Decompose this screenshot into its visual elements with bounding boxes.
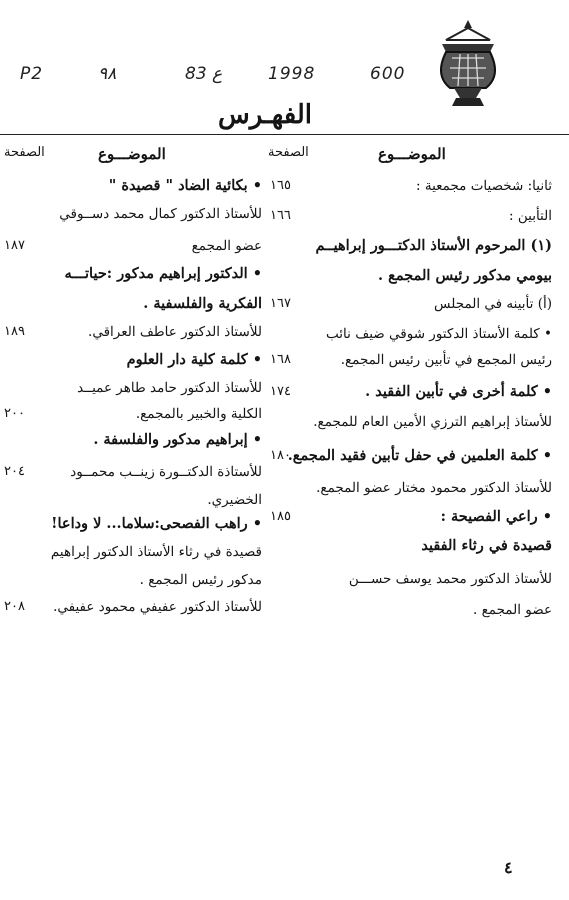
right-entry: • كلمة العلمين في حفل تأبين فقيد المجمع.	[287, 447, 552, 464]
left-entry: للأستاذة الدكتــورة زينــب محمــود	[70, 464, 262, 480]
left-page-ref: ١٨٧	[4, 238, 25, 253]
right-entry: ثانيا: شخصيات مجمعية :	[416, 178, 552, 194]
title-rule	[0, 134, 569, 135]
right-entry: للأستاذ الدكتور محمود مختار عضو المجمع.	[316, 480, 552, 496]
left-entry: للأستاذ الدكتور عفيفي محمود عفيفي.	[53, 599, 262, 615]
right-page-ref: ١٨٥	[270, 509, 291, 524]
left-page-header: الصفحة	[4, 145, 45, 160]
page-number: ٤	[504, 858, 513, 877]
right-entry: بيومي مدكور رئيس المجمع .	[378, 267, 552, 284]
right-entry: • كلمة الأستاذ الدكتور شوقي ضيف نائب	[326, 326, 552, 342]
left-entry: للأستاذ الدكتور كمال محمد دســوقي	[59, 206, 262, 222]
right-entry: رئيس المجمع في تأبين رئيس المجمع.	[340, 352, 552, 368]
left-entry: عضو المجمع	[191, 238, 262, 254]
right-page-ref: ١٨٠	[270, 448, 291, 463]
left-page-ref: ١٨٩	[4, 324, 25, 339]
left-entry: • راهب الفصحى:سلاما... لا وداعا!	[51, 515, 262, 532]
left-entry: قصيدة في رثاء الأستاذ الدكتور إبراهيم	[50, 544, 262, 560]
left-subject-header: الموضـــوع	[98, 145, 166, 163]
right-entry: عضو المجمع .	[473, 602, 552, 618]
left-page-ref: ٢٠٤	[4, 464, 25, 479]
right-entry: (أ) تأبينه في المجلس	[434, 296, 552, 312]
left-page-ref: ٢٠٨	[4, 599, 25, 614]
right-entry: للأستاذ الدكتور محمد يوسف حســـن	[348, 571, 552, 587]
left-entry: الخضيري.	[207, 492, 262, 508]
handwritten-note-2: ٩٨	[98, 64, 117, 84]
left-page-ref: ٢٠٠	[4, 406, 25, 421]
handwritten-note-5: 600	[370, 64, 406, 84]
right-page-ref: ١٧٤	[270, 384, 291, 399]
right-page-ref: ١٦٦	[270, 208, 291, 223]
right-entry: (١) المرحوم الأستاذ الدكتـــور إبراهيــم	[315, 237, 552, 254]
right-entry: للأستاذ إبراهيم الترزي الأمين العام للمجمع.	[313, 414, 552, 430]
right-entry: • راعي الفصيحة :	[440, 508, 552, 525]
left-entry: • الدكتور إبراهيم مدكور :حياتـــه	[64, 265, 262, 282]
right-entry: قصيدة في رثاء الفقيد	[421, 537, 552, 554]
left-entry: للأستاذ الدكتور عاطف العراقي.	[88, 324, 262, 340]
lantern-emblem-icon	[432, 18, 504, 110]
left-entry: للأستاذ الدكتور حامد طاهر عميــد	[77, 380, 262, 396]
right-page-ref: ١٦٧	[270, 296, 291, 311]
right-page-ref: ١٦٥	[270, 178, 291, 193]
left-entry: الكلية والخبير بالمجمع.	[135, 406, 262, 422]
right-entry: • كلمة أخرى في تأبين الفقيد .	[365, 383, 552, 400]
left-entry: • إبراهيم مدكور والفلسفة .	[93, 431, 262, 448]
right-subject-header: الموضـــوع	[378, 145, 446, 163]
left-entry: • كلمة كلية دار العلوم	[126, 351, 262, 368]
right-page-ref: ١٦٨	[270, 352, 291, 367]
left-entry: الفكرية والفلسفية .	[143, 295, 262, 312]
left-entry: • بكائية الضاد " قصيدة "	[108, 177, 262, 194]
right-entry: التأبين :	[509, 208, 552, 224]
handwritten-note-1: P2	[20, 64, 44, 84]
left-entry: مدكور رئيس المجمع .	[139, 572, 262, 588]
handwritten-note-4: 1998	[268, 64, 316, 84]
handwritten-note-3: 83 ع	[185, 64, 223, 84]
page-title: الفهـرس	[218, 100, 312, 130]
right-page-header: الصفحة	[268, 145, 309, 160]
